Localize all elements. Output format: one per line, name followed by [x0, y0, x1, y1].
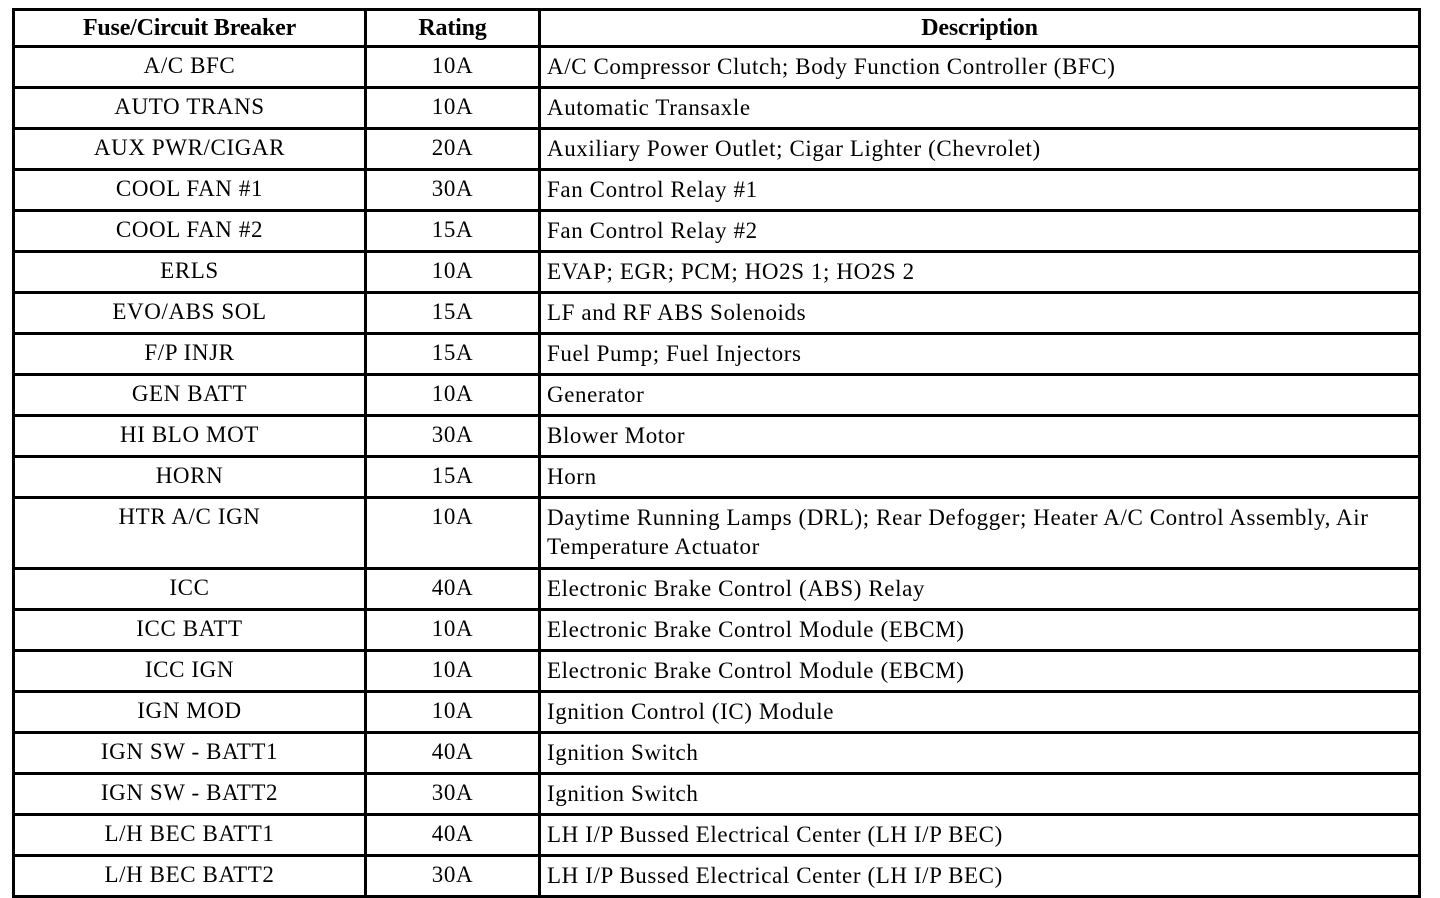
description-cell: Automatic Transaxle — [540, 88, 1420, 129]
fuse-name-cell: IGN SW - BATT2 — [14, 774, 366, 815]
fuse-name-cell: ICC — [14, 569, 366, 610]
description-cell: Fan Control Relay #2 — [540, 211, 1420, 252]
fuse-table — [12, 8, 1421, 898]
fuse-name-cell: IGN MOD — [14, 692, 366, 733]
description-cell: LH I/P Bussed Electrical Center (LH I/P BEC) — [540, 856, 1420, 897]
fuse-name-cell: A/C BFC — [14, 47, 366, 88]
rating-cell: 10A — [366, 651, 540, 692]
description-cell: Daytime Running Lamps (DRL); Rear Defogger; Heater A/C Control Assembly, Air Temperature Actuator — [540, 498, 1420, 569]
rating-cell: 40A — [366, 733, 540, 774]
rating-cell: 10A — [366, 47, 540, 88]
description-cell: Generator — [540, 375, 1420, 416]
description-cell: Fan Control Relay #1 — [540, 170, 1420, 211]
table-row — [14, 293, 1420, 334]
fuse-name-cell: ICC IGN — [14, 651, 366, 692]
fuse-name-cell: ERLS — [14, 252, 366, 293]
fuse-name-cell: EVO/ABS SOL — [14, 293, 366, 334]
rating-cell: 40A — [366, 815, 540, 856]
rating-cell: 30A — [366, 170, 540, 211]
rating-cell: 10A — [366, 610, 540, 651]
rating-cell: 30A — [366, 774, 540, 815]
table-row — [14, 375, 1420, 416]
rating-cell: 15A — [366, 211, 540, 252]
rating-cell: 10A — [366, 88, 540, 129]
fuse-name-cell: HI BLO MOT — [14, 416, 366, 457]
rating-cell: 15A — [366, 293, 540, 334]
description-cell: A/C Compressor Clutch; Body Function Controller (BFC) — [540, 47, 1420, 88]
table-row — [14, 47, 1420, 88]
fuse-name-cell: L/H BEC BATT1 — [14, 815, 366, 856]
table-row — [14, 774, 1420, 815]
description-cell: Blower Motor — [540, 416, 1420, 457]
header-fuse: Fuse/Circuit Breaker — [14, 10, 366, 47]
description-cell: Auxiliary Power Outlet; Cigar Lighter (Chevrolet) — [540, 129, 1420, 170]
table-row — [14, 651, 1420, 692]
table-row — [14, 569, 1420, 610]
table-row — [14, 856, 1420, 897]
description-cell: LF and RF ABS Solenoids — [540, 293, 1420, 334]
table-row — [14, 129, 1420, 170]
description-cell: Fuel Pump; Fuel Injectors — [540, 334, 1420, 375]
rating-cell: 15A — [366, 334, 540, 375]
fuse-name-cell: GEN BATT — [14, 375, 366, 416]
rating-cell: 30A — [366, 416, 540, 457]
table-row — [14, 252, 1420, 293]
header-row — [14, 10, 1420, 47]
table-row — [14, 733, 1420, 774]
description-cell: Ignition Control (IC) Module — [540, 692, 1420, 733]
description-cell: Electronic Brake Control Module (EBCM) — [540, 610, 1420, 651]
description-cell: Ignition Switch — [540, 774, 1420, 815]
description-cell: LH I/P Bussed Electrical Center (LH I/P BEC) — [540, 815, 1420, 856]
description-cell: Electronic Brake Control (ABS) Relay — [540, 569, 1420, 610]
header-description: Description — [540, 10, 1420, 47]
fuse-name-cell: AUTO TRANS — [14, 88, 366, 129]
fuse-name-cell: F/P INJR — [14, 334, 366, 375]
fuse-name-cell: IGN SW - BATT1 — [14, 733, 366, 774]
table-row — [14, 88, 1420, 129]
description-cell: Ignition Switch — [540, 733, 1420, 774]
fuse-name-cell: COOL FAN #2 — [14, 211, 366, 252]
description-cell: Horn — [540, 457, 1420, 498]
fuse-name-cell: HTR A/C IGN — [14, 498, 366, 569]
fuse-name-cell: HORN — [14, 457, 366, 498]
fuse-name-cell: L/H BEC BATT2 — [14, 856, 366, 897]
rating-cell: 20A — [366, 129, 540, 170]
description-cell: Electronic Brake Control Module (EBCM) — [540, 651, 1420, 692]
description-cell: EVAP; EGR; PCM; HO2S 1; HO2S 2 — [540, 252, 1420, 293]
table-row — [14, 211, 1420, 252]
rating-cell: 10A — [366, 252, 540, 293]
fuse-name-cell: ICC BATT — [14, 610, 366, 651]
table-body — [14, 47, 1420, 897]
rating-cell: 40A — [366, 569, 540, 610]
table-row — [14, 334, 1420, 375]
header-rating: Rating — [366, 10, 540, 47]
table-row — [14, 815, 1420, 856]
rating-cell: 10A — [366, 375, 540, 416]
table-row — [14, 416, 1420, 457]
table-row — [14, 498, 1420, 569]
fuse-name-cell: AUX PWR/CIGAR — [14, 129, 366, 170]
rating-cell: 10A — [366, 498, 540, 569]
rating-cell: 15A — [366, 457, 540, 498]
rating-cell: 10A — [366, 692, 540, 733]
rating-cell: 30A — [366, 856, 540, 897]
table-row — [14, 610, 1420, 651]
table-row — [14, 170, 1420, 211]
table-row — [14, 692, 1420, 733]
fuse-name-cell: COOL FAN #1 — [14, 170, 366, 211]
table-row — [14, 457, 1420, 498]
